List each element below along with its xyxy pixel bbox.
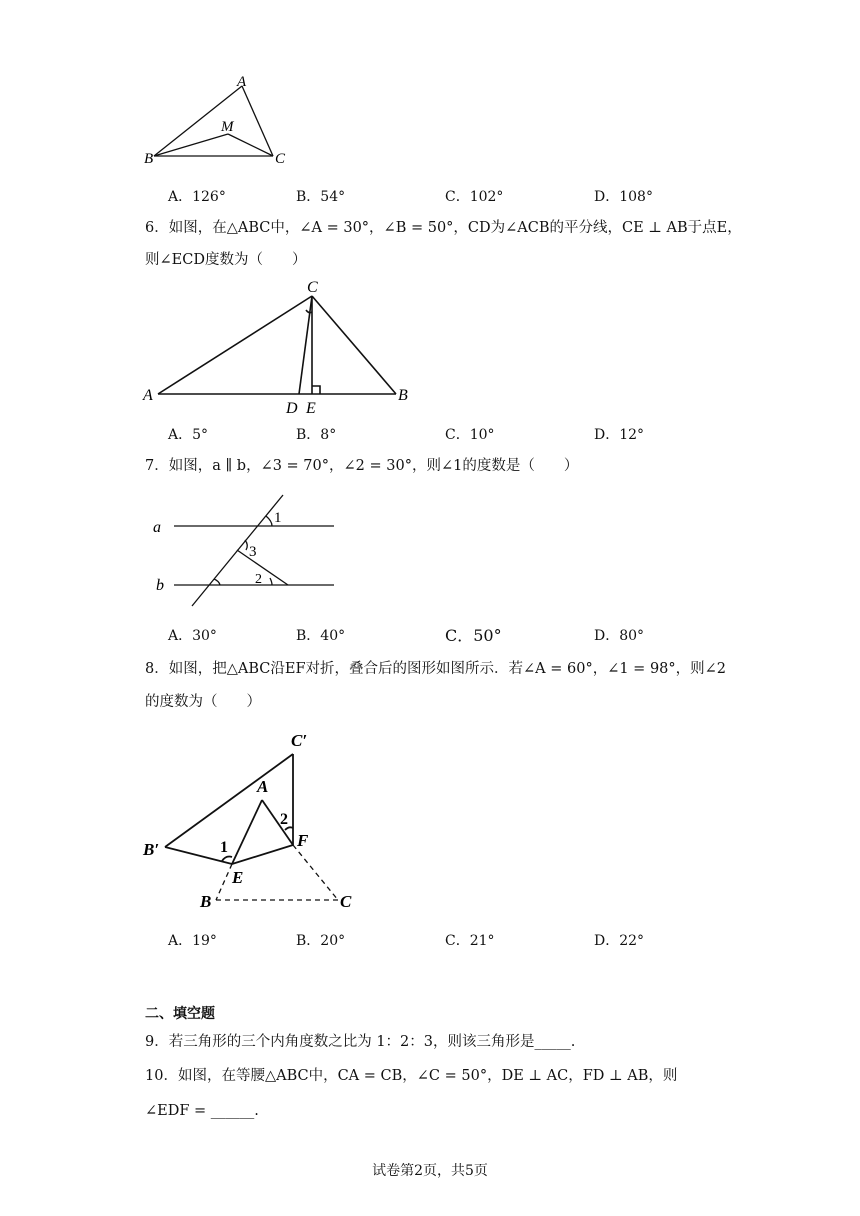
q6-stem-line2: 则∠ECD度数为（ ） bbox=[145, 252, 307, 268]
figure-q6 bbox=[140, 276, 420, 416]
q8-stem-line1: 8．如图，把△ABC沿EF对折，叠合后的图形如图所示．若∠A = 60°，∠1 = 98°，则∠2 bbox=[145, 661, 727, 677]
angle-3-label: 3 bbox=[249, 544, 257, 560]
q6-option-b: B．8° bbox=[296, 427, 337, 443]
label-M: M bbox=[221, 119, 234, 135]
q10-stem-line2: ∠EDF = ______. bbox=[145, 1103, 259, 1119]
q7-option-a: A．30° bbox=[168, 628, 217, 644]
label-E: E bbox=[306, 400, 316, 416]
label-F: F bbox=[297, 831, 309, 850]
q7-option-d: D．80° bbox=[594, 628, 645, 644]
figure-q8 bbox=[140, 720, 370, 920]
q8-option-a: A．19° bbox=[168, 933, 217, 949]
label-A: A bbox=[143, 387, 153, 404]
label-A: A bbox=[257, 777, 269, 796]
q8-option-b: B．20° bbox=[296, 933, 346, 949]
label-B: B bbox=[144, 151, 154, 167]
q6-option-d: D．12° bbox=[594, 427, 645, 443]
q5-option-c: C．102° bbox=[445, 189, 504, 205]
label-a: a bbox=[153, 519, 161, 536]
angle-1-label: 1 bbox=[220, 839, 228, 856]
q8-option-c: C．21° bbox=[445, 933, 495, 949]
q7-stem-line1: 7．如图，a ∥ b，∠3 = 70°，∠2 = 30°，则∠1的度数是（ ） bbox=[145, 458, 579, 474]
label-C: C bbox=[307, 279, 318, 296]
label-C: C bbox=[275, 151, 286, 167]
q6-option-c: C．10° bbox=[445, 427, 495, 443]
figure-q5 bbox=[140, 70, 300, 170]
q6-option-a: A．5° bbox=[168, 427, 209, 443]
label-D: D bbox=[286, 400, 298, 416]
q6-stem-line1: 6．如图，在△ABC中，∠A = 30°，∠B = 50°，CD为∠ACB的平分线，CE ⊥ AB于点E， bbox=[145, 220, 742, 236]
q8-stem-line2: 的度数为（ ） bbox=[145, 694, 261, 710]
q9-stem: 9．若三角形的三个内角度数之比为 1：2：3，则该三角形是_____. bbox=[145, 1034, 576, 1050]
label-B-prime: B′ bbox=[143, 840, 160, 859]
label-C-prime: C′ bbox=[291, 731, 308, 750]
label-E: E bbox=[232, 868, 244, 887]
label-b: b bbox=[156, 577, 164, 594]
q10-stem-line1: 10．如图，在等腰△ABC中，CA = CB，∠C = 50°，DE ⊥ AC，FD ⊥ AB，则 bbox=[145, 1068, 678, 1084]
q5-option-a: A．126° bbox=[168, 189, 226, 205]
q5-option-b: B．54° bbox=[296, 189, 346, 205]
q7-option-c: C．50° bbox=[445, 626, 502, 645]
label-B: B bbox=[200, 892, 212, 911]
angle-1-label: 1 bbox=[274, 510, 282, 526]
q5-option-d: D．108° bbox=[594, 189, 653, 205]
q8-option-d: D．22° bbox=[594, 933, 645, 949]
label-A: A bbox=[237, 74, 247, 90]
figure-q7 bbox=[150, 490, 350, 610]
angle-2-label: 2 bbox=[255, 572, 262, 587]
section-title-fill-in: 二、填空题 bbox=[145, 1006, 215, 1022]
angle-2-label: 2 bbox=[280, 811, 288, 828]
page-footer: 试卷第2页，共5页 bbox=[372, 1163, 488, 1179]
q7-option-b: B．40° bbox=[296, 628, 346, 644]
label-C: C bbox=[340, 892, 352, 911]
label-B: B bbox=[398, 387, 408, 404]
